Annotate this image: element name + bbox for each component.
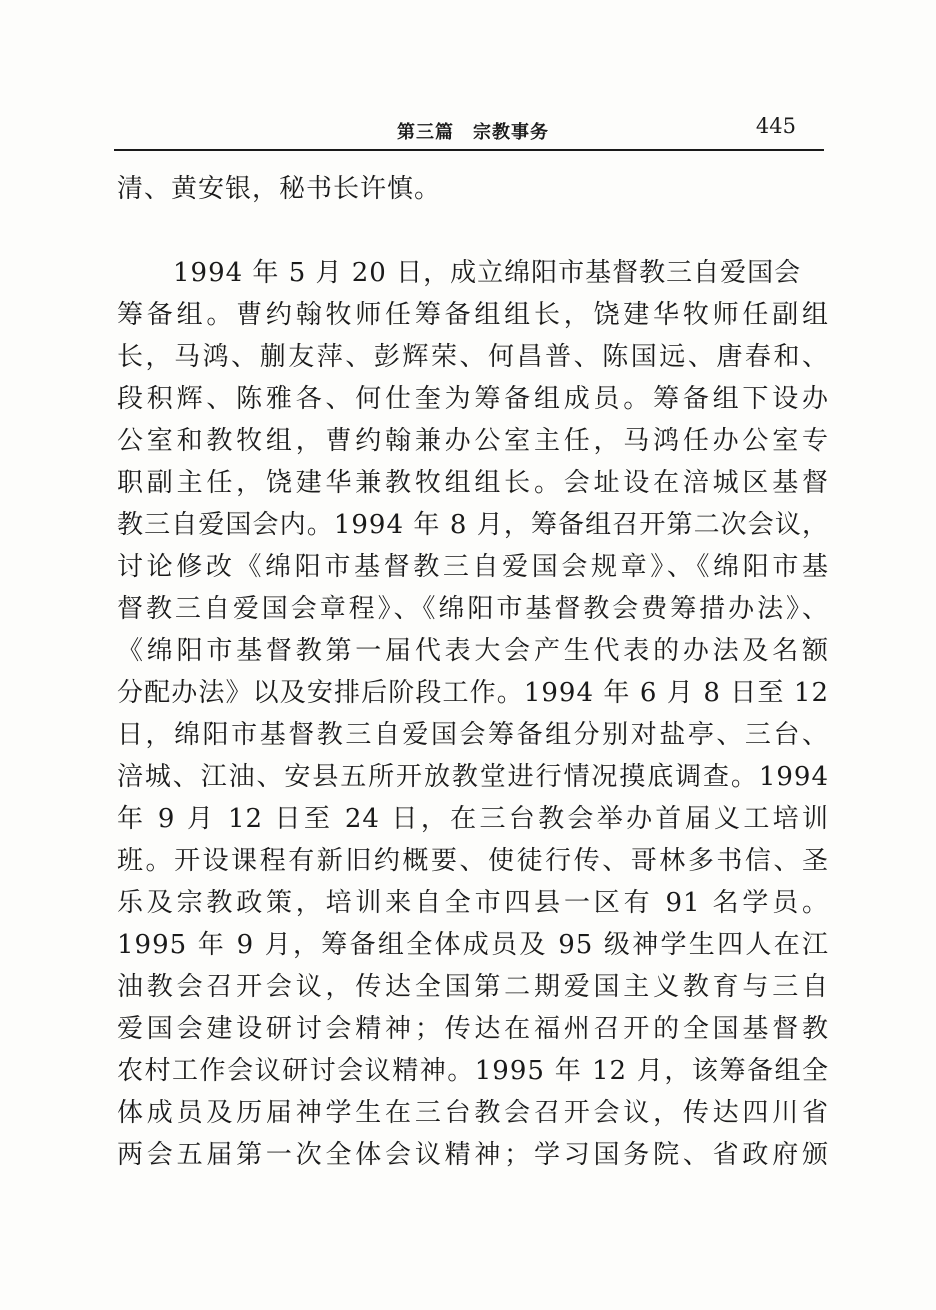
text-line: 年 9 月 12 日至 24 日，在三台教会举办首届义工培训 (117, 804, 829, 834)
text-line: 油教会召开会议，传达全国第二期爱国主义教育与三自 (117, 972, 829, 1002)
page-number: 445 (755, 114, 796, 138)
text-line: 1994 年 5 月 20 日，成立绵阳市基督教三自爱国会 (173, 258, 802, 288)
text-line: 督教三自爱国会章程》、《绵阳市基督教会费筹措办法》、 (117, 594, 829, 624)
text-line: 筹备组。曹约翰牧师任筹备组组长，饶建华牧师任副组 (117, 300, 829, 330)
header-rule (114, 149, 824, 151)
text-line: 段积辉、陈雅各、何仕奎为筹备组成员。筹备组下设办 (117, 384, 829, 414)
text-line: 班。开设课程有新旧约概要、使徒行传、哥林多书信、圣 (117, 846, 829, 876)
text-line: 讨论修改《绵阳市基督教三自爱国会规章》、《绵阳市基 (117, 552, 829, 582)
text-line: 乐及宗教政策，培训来自全市四县一区有 91 名学员。 (117, 888, 829, 918)
text-line: 1995 年 9 月，筹备组全体成员及 95 级神学生四人在江 (117, 930, 829, 960)
running-header (112, 110, 826, 146)
text-line: 清、黄安银，秘书长许慎。 (117, 174, 442, 204)
text-line: 日，绵阳市基督教三自爱国会筹备组分别对盐亭、三台、 (117, 720, 829, 750)
section-title: 第三篇 宗教事务 (397, 122, 549, 143)
text-line: 公室和教牧组，曹约翰兼办公室主任，马鸿任办公室专 (117, 426, 829, 456)
text-line: 长，马鸿、蒯友萍、彭辉荣、何昌普、陈国远、唐春和、 (117, 342, 829, 372)
text-line: 两会五届第一次全体会议精神；学习国务院、省政府颁 (117, 1140, 829, 1170)
text-line: 农村工作会议研讨会议精神。1995 年 12 月，该筹备组全 (117, 1056, 829, 1086)
text-line: 《绵阳市基督教第一届代表大会产生代表的办法及名额 (117, 636, 829, 666)
text-line: 爱国会建设研讨会精神；传达在福州召开的全国基督教 (117, 1014, 829, 1044)
text-line: 教三自爱国会内。1994 年 8 月，筹备组召开第二次会议， (117, 510, 829, 540)
body-text (117, 168, 829, 1176)
text-line: 职副主任，饶建华兼教牧组组长。会址设在涪城区基督 (117, 468, 829, 498)
text-line: 分配办法》以及安排后阶段工作。1994 年 6 月 8 日至 12 (117, 678, 829, 708)
text-line: 涪城、江油、安县五所开放教堂进行情况摸底调查。1994 (117, 762, 829, 792)
text-line: 体成员及历届神学生在三台教会召开会议，传达四川省 (117, 1098, 829, 1128)
paragraph-gap (117, 210, 829, 252)
paragraph (117, 252, 829, 1176)
